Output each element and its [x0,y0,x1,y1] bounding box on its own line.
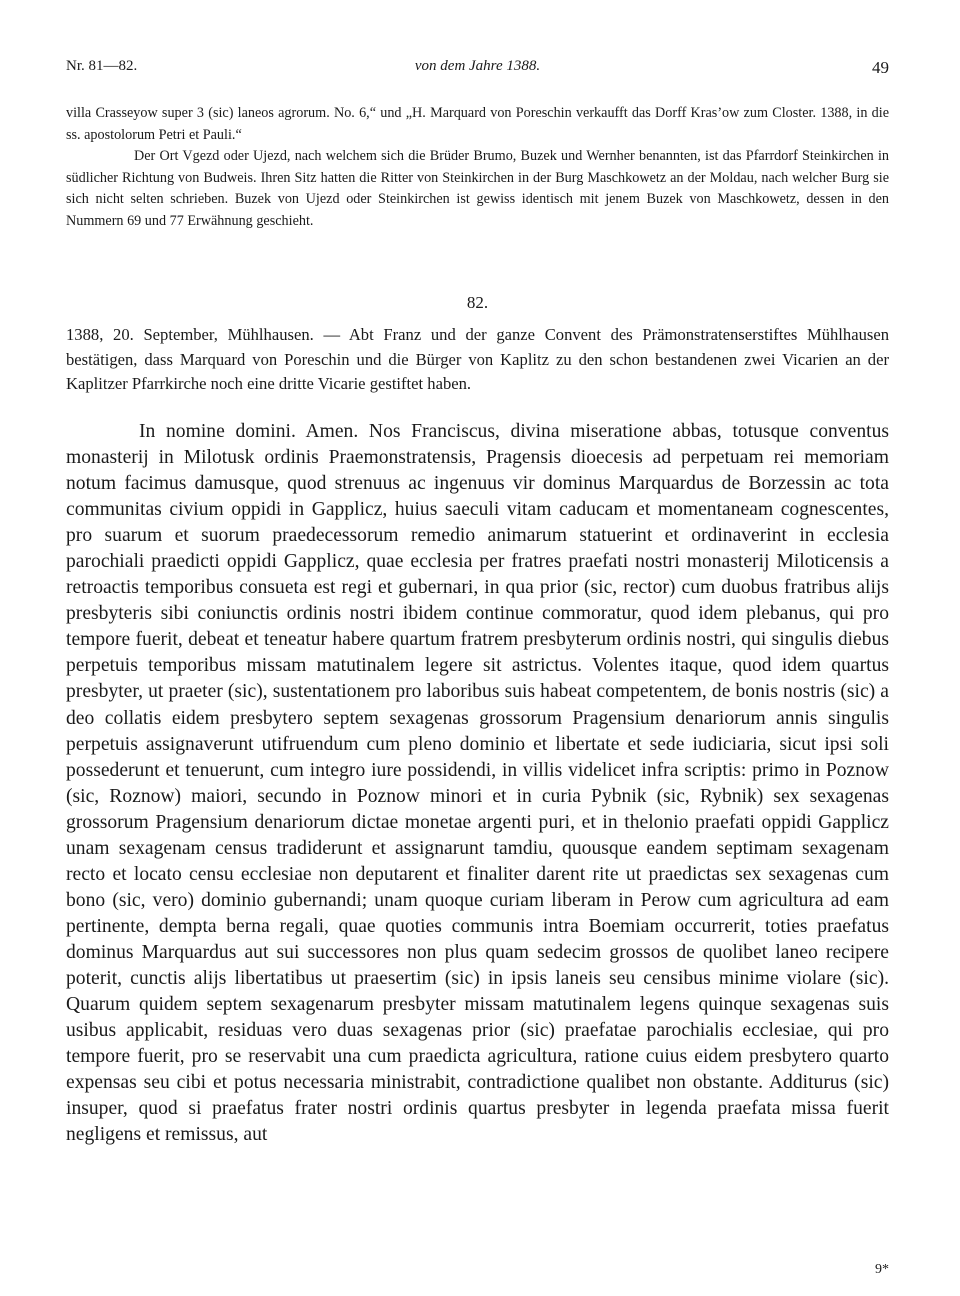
sheet-signature: 9* [875,1262,889,1277]
charter-text: In nomine domini. Amen. Nos Franciscus, divina miseratione abbas, totusque conventus monasterij in Milotusk ordinis Praemonstratensis, Pragensis dioecesis ad perpetuam rei memoriam notum facimus damusque, quod strenuus ac ingenuus vir dominus Marquardus de Borzessin ac tota communitas civium oppidi in Gapplicz, huius saeculi vitam caducam et momentaneam cognescentes, pro suarum et suorum praedecessorum remedio animarum statuerint et ordinaverint in ecclesia parochiali praedicti oppidi Gapplicz, quae ecclesia per fratres praefati nostri monasterij Miloticensis a retroactis temporibus consueta est regi et gubernari, in qua prior (sic, rector) cum duobus fratribus alijs presbyteris sibi coniunctis ordinis nostri ibidem continue commoratur, quod idem plebanus, qui pro tempore fuerit, debeat et teneatur habere quartum fratrem presbyterum ordinis nostri, qui singulis diebus perpetuis temporibus missam matutinalem legere sit astrictus. Volentes itaque, quod idem quartus presbyter, ut praeter (sic), sustentationem pro laboribus suis habeat competentem, de bonis nostris (sic) a deo collatis eidem presbytero septem sexagenas grossorum Pragensium denariorum annis singulis perpetuis assignaverunt utifruendum cum pleno dominio et libertate et sede iudiciaria, sicut ipsi soli possederunt et tenuerunt, cum integro iure possidendi, in villis videlicet infra scriptis: primo in Poznow (sic, Roznow) maiori, secundo in Poznow minori et in curia Pybnik (sic, Rybnik) sex sexagenas grossorum Pragensium denariorum dictae monetae argenti puri, et in thelonio praefati oppidi Gapplicz unam sexagenam census tradiderunt et assignarunt tamdiu, quousque eandem septimam sexagenam recto et locato censu ecclesiae non deputarent et finaliter darent rite ut praedictas sex sexagenas cum bono (sic, vero) dominio gubernandi; unam quoque curiam liberam in Perow cum agricultura ad eam pertinente, dempta berna regali, quae quoties communis intra Boemiam occurrerit, toties praefatus dominus Marquardus aut sui successores non plus quam sedecim grossos de quolibet laneo recipere poterit, cunctis alijs libertatibus ut praesertim (sic) in ipsis laneis seu censibus minime violare (sic). Quarum quidem septem sexagenarum presbyter missam matutinalem legens quinque sexagenas suis usibus applicabit, residuas vero duas sexagenas prior (sic) praefatae parochialis ecclesiae, qui pro tempore fuerit, pro se reservabit una cum praedicta agricultura, ratione cuius eidem presbytero quarto expensas seu cibi et potus necessaria ministrabit, contradictione qualibet non obstante. Additurus (sic) insuper, quod si praefatus frater nostri ordinis quartus presbyter in legenda praefata missa fuerit negligens et remissus, aut [66,421,889,1146]
note-paragraph-1: villa Crasseyow super 3 (sic) laneos agrorum. No. 6,“ und „H. Marquard von Poreschin verkaufft das Dorff Kras’ow zum Closter. 1388, in die ss. apostolorum Petri et Pauli.“ [66,105,889,143]
note-paragraph-2: Der Ort Vgezd oder Ujezd, nach welchem sich die Brüder Brumo, Buzek und Wernher benannten, ist das Pfarrdorf Steinkirchen in südlicher Richtung von Budweis. Ihren Sitz hatten die Ritter von Steinkirchen in der Burg Maschkowetz an der Moldau, nach welcher Burg sie sich nicht selten schrieben. Buzek von Ujezd oder Steinkirchen ist gewiss identisch mit jenem Buzek von Maschkowetz, dessen in den Nummern 69 und 77 Erwähnung geschieht. [66,148,889,229]
book-page [66,0,889,1296]
running-head [66,58,889,80]
page-number: 49 [872,58,889,77]
footnote-block [66,103,889,232]
document-number: 82. [466,293,489,312]
document-regest: 1388, 20. September, Mühlhausen. — Abt Franz und der ganze Convent des Prämonstratenserstiftes Mühlhausen bestätigen, dass Marquard von Poreschin und die Bürger von Kaplitz zu den schon bestandenen zwei Vicarien an der Kaplitzer Pfarrkirche noch eine dritte Vicarie gestiftet haben. [66,325,889,393]
document-range: Nr. 81—82. [66,58,138,74]
running-head-title: von dem Jahre 1388. [414,58,541,74]
